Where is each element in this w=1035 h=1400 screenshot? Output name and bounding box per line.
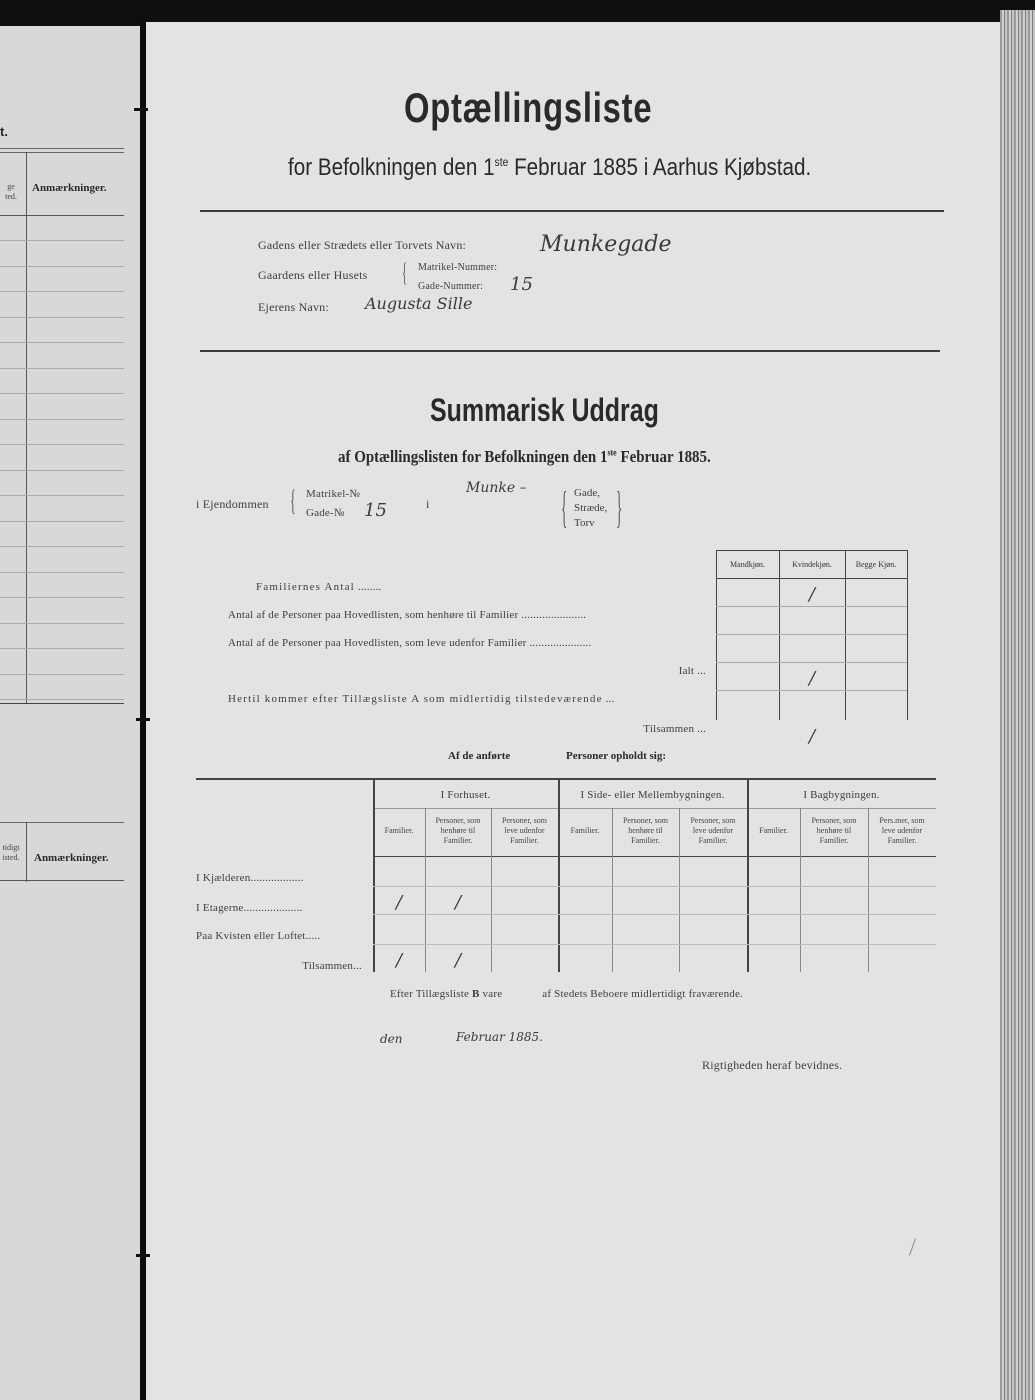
table1-row-line [716,634,907,635]
street-value: Munkegade [540,232,672,257]
rigtighed-text: Rigtigheden heraf bevidnes. [702,1058,843,1072]
row-label-text: Ialt [678,665,695,677]
table1-col-line [716,550,717,720]
row-dots: ........ [357,581,382,593]
table2-group-divider [558,778,560,972]
row-label-text: Paa Kvisten eller Loftet [196,930,306,942]
left-grid-line [0,699,124,700]
table2-subheader: Pers.mer, som leve udenfor Familier. [879,816,925,845]
owner-value: Augusta Sille [365,294,473,313]
table2-row-label [196,902,303,914]
header-rule [200,210,944,212]
row-label-text: Hertil kommer efter Tillægsliste A som midlertidig tilstedeværende [228,693,603,705]
type-gade: Gade, [574,487,600,499]
table2-row-line [373,886,936,887]
page-subtitle: for Befolkningen den 1ste Februar 1885 i Aarhus Kjøbstad. [288,154,812,181]
table2-cell: / [395,950,403,971]
row-label-text: I Etagerne [196,902,244,914]
row-label-text: I Kjælderen [196,872,251,884]
table1-cell: / [808,584,816,605]
left-grid-line [0,495,124,496]
left-anmaerkninger-top: Anmærkninger. [32,182,107,194]
table2-intro-right: Personer opholdt sig: [566,750,667,762]
table1-cell: / [808,668,816,689]
table1-row-label [228,693,614,705]
owner-label: Ejerens Navn: [258,300,329,314]
left-grid-line [0,674,124,675]
row-dots: ..... [305,930,321,942]
table1-row-label [679,665,706,677]
left-grid-line [0,266,124,267]
left-grid-line [0,623,124,624]
brace-close: } [616,483,623,532]
table1-row-line [716,690,907,691]
left-col-frag: ge ted. [5,182,17,201]
left-grid-line [0,597,124,598]
table2-cell: / [395,892,403,913]
table2-subheader: Personer, som leve udenfor Familier. [501,816,547,845]
matrikel-label: Matrikel-Nummer: [418,262,498,273]
table1-col-line [845,550,846,720]
left-grid-line [0,521,124,522]
main-page [145,22,1005,1400]
row-label-text: Familiernes Antal [256,581,355,593]
i-label: i [426,497,430,511]
left-col-line [26,822,27,882]
table2-group-divider [747,778,749,972]
table2-subheader: Personer, som henhøre til Familier. [435,816,481,845]
left-grid-line [0,648,124,649]
table1-header: Kvindekjøn. [792,560,832,569]
left-anmaerkninger-bottom: Anmærkninger. [34,852,109,864]
gade-nr-value: 15 [510,274,533,295]
table2-subheader: Personer, som henhøre til Familier. [622,816,668,845]
table2-row-label [302,960,362,972]
binding-pin [134,108,148,111]
table2-cell: / [454,950,462,971]
row-dots: ... [697,723,706,735]
house-brace: { [402,258,407,287]
table2-header-line [373,856,936,857]
table2-row-label [196,872,304,884]
left-col-frag: tidigt isted. [2,843,20,862]
matrikel-no-label: Matrikel-№ [306,488,361,500]
table1-row-label [228,637,591,649]
left-grid-line [0,240,124,241]
tillaeg-text: Efter Tillægsliste B vare af Stedets Beboere midlertidigt fraværende. [390,988,744,1000]
binding-pin [136,1254,150,1257]
brace: { [290,484,296,517]
summary-title: Summarisk Uddrag [430,392,659,428]
row-dots: ... [605,693,615,705]
table1-header-line [716,578,907,579]
row-dots: ..................... [529,637,592,649]
brace-open: { [561,483,568,532]
table1-header: Mandkjøn. [730,560,765,569]
street-label: Gadens eller Strædets eller Torvets Navn: [258,238,467,252]
summary-street-value: Munke – [466,480,527,496]
house-label: Gaardens eller Husets [258,268,368,282]
left-rule [0,880,124,881]
table2-group-divider [373,778,375,972]
table1-top [716,550,907,551]
left-grid-line [0,444,124,445]
table1-row-line [716,662,907,663]
date-value: Februar 1885. [456,1030,543,1044]
row-label-text: Tilsammen [302,960,354,972]
table2-row-line [373,914,936,915]
date-den: den [380,1032,403,1046]
binding-gutter [140,20,146,1400]
left-grid-line [0,470,124,471]
table2-subheader: Personer, som henhøre til Familier. [811,816,857,845]
table2-intro-left: Af de anførte [448,750,511,762]
table1-col-line [779,550,780,720]
table2-group-header: I Bagbygningen. [803,789,880,801]
table1-row-label [228,609,586,621]
left-grid-line [0,546,124,547]
table2-subheader: Familier. [384,826,414,835]
row-dots: ...................... [521,609,587,621]
row-label-text: Antal af de Personer paa Hovedlisten, som leve udenfor Familier [228,637,527,649]
gade-no-value: 15 [364,500,387,521]
table2-group-line [373,808,936,809]
left-rule [0,703,124,704]
left-grid-line [0,291,124,292]
type-torv: Torv [574,517,595,529]
row-dots: .................... [243,902,303,914]
left-rule [0,822,124,823]
table1-row-label [256,581,381,593]
left-grid-line [0,317,124,318]
table1-header: Begge Kjøn. [855,560,897,569]
summary-subtitle: af Optællingslisten for Befolkningen den 1ste Februar 1885. [338,447,711,466]
left-rule [0,215,124,216]
left-grid-line [0,368,124,369]
left-grid-line [0,572,124,573]
binding-pin [136,718,150,721]
row-label-text: Antal af de Personer paa Hovedlisten, som henhøre til Familier [228,609,519,621]
table2-row-line [373,944,936,945]
table1-row-label [643,723,706,735]
table2-row-label [196,930,320,942]
gade-no-label: Gade-№ [306,507,345,519]
table2-subheader: Personer, som leve udenfor Familier. [690,816,736,845]
gade-nr-label: Gade-Nummer: [418,281,484,292]
page-title: Optællingsliste [404,84,653,131]
left-rule [0,152,124,153]
left-grid-line [0,419,124,420]
table1-col-line [907,550,908,720]
row-label-text: Tilsammen [643,723,695,735]
left-col-line [26,152,27,704]
left-header-fragment: t. [0,124,8,139]
table1-row-line [716,606,907,607]
page-edges [1000,10,1035,1400]
row-dots: ... [697,665,706,677]
table2-cell: / [454,892,462,913]
table2-group-header: I Forhuset. [440,789,491,801]
table2-subheader: Familier. [570,826,600,835]
left-grid-line [0,342,124,343]
street-rule [200,350,940,352]
street-types [574,486,607,531]
left-page [0,26,140,1400]
table2-subheader: Familier. [759,826,788,835]
row-dots: ... [353,960,362,972]
table1-cell: / [808,726,816,747]
table2-top [196,778,936,780]
left-grid-line [0,393,124,394]
left-rule [0,148,124,149]
table2-group-header: I Side- eller Mellembygningen. [580,789,725,801]
row-dots: .................. [250,872,304,884]
ejendommen-label: i Ejendommen [196,497,269,511]
type-straede: Stræde, [574,502,608,514]
